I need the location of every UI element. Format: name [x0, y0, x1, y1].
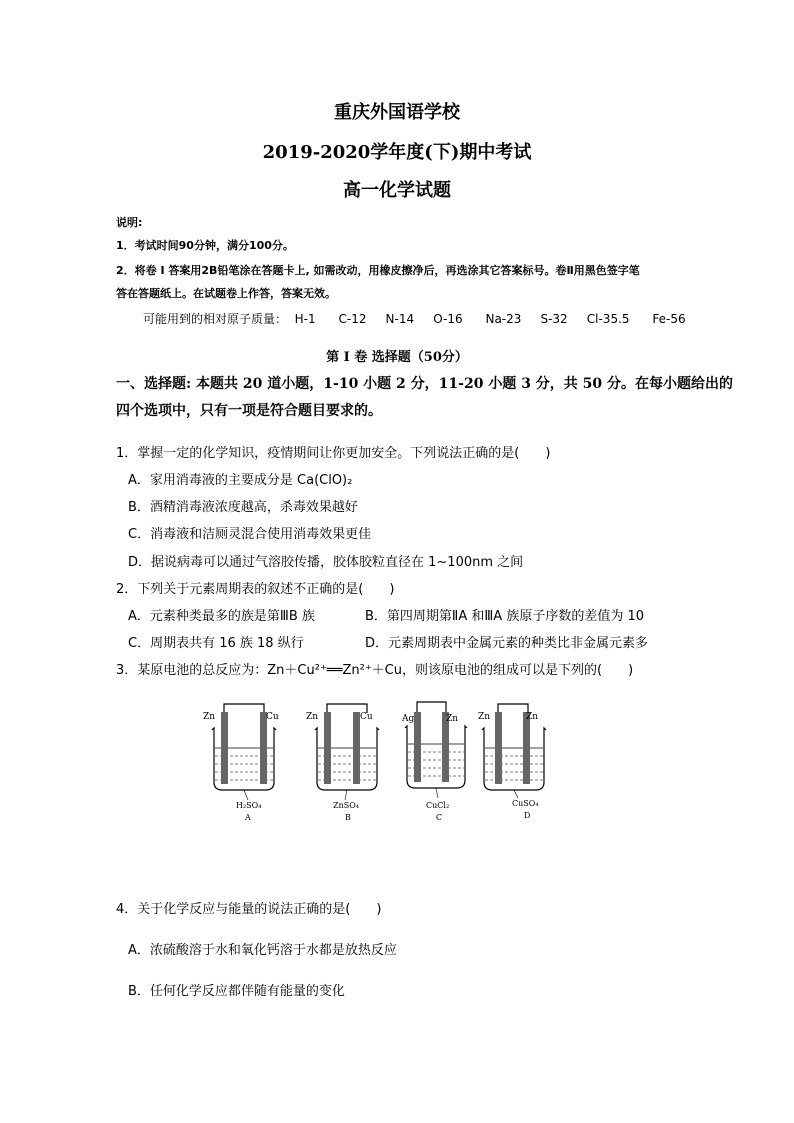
cell-b-label: B	[345, 813, 351, 822]
question-3-stem: 3．某原电池的总反应为：Zn＋Cu²⁺══Zn²⁺＋Cu，则该原电池的组成可以是下列的( )	[116, 663, 634, 678]
section-instruction-1: 一、选择题: 本题共 20 道小题，1-10 小题 2 分，11-20 小题 3 分，共 50 分。在每小题给出的	[116, 376, 734, 392]
q1-option-b: B．酒精消毒液浓度越高，杀毒效果越好	[128, 500, 358, 515]
atomic-masses: 可能用到的相对原子质量： H-1 C-12 N-14 O-16 Na-23 S-32 Cl-35.5 Fe-56	[143, 312, 686, 326]
cell-b-solution: ZnSO₄	[333, 801, 359, 810]
q2-option-a: A．元素种类最多的族是第ⅢB 族	[128, 609, 315, 624]
cell-d-label: D	[524, 811, 531, 820]
cell-b	[306, 704, 379, 822]
q1-option-d: D．据说病毒可以通过气溶胶传播，胶体胶粒直径在 1~100nm 之间	[128, 555, 524, 570]
cell-a-solution: H₂SO₄	[236, 801, 262, 810]
q2-option-b: B．第四周期第ⅡA 和ⅢA 族原子序数的差值为 10	[365, 609, 645, 624]
q4-option-b: B．任何化学反应都伴随有能量的变化	[128, 984, 345, 999]
cell-b-left-electrode: Zn	[306, 712, 319, 722]
section-instruction-2: 四个选项中，只有一项是符合题目要求的。	[116, 403, 382, 419]
term-title: 2019-2020学年度(下)期中考试	[262, 142, 532, 163]
cell-d-solution: CuSO₄	[512, 799, 539, 808]
notes-label: 说明:	[116, 216, 143, 229]
note-line-1: 1．考试时间90分钟，满分100分。	[116, 239, 294, 252]
question-4-stem: 4．关于化学反应与能量的说法正确的是( )	[116, 902, 382, 917]
cell-a-left-electrode: Zn	[203, 712, 216, 722]
cell-c	[401, 702, 467, 822]
section-title: 第 I 卷 选择题（50分）	[326, 350, 468, 365]
subject-title: 高一化学试题	[343, 180, 451, 201]
cell-b-right-electrode: Cu	[360, 712, 373, 722]
school-title: 重庆外国语学校	[334, 102, 460, 123]
cell-a-right-electrode: Cu	[266, 712, 279, 722]
cell-d-right-electrode: Zn	[526, 712, 539, 722]
cell-c-left-electrode: Ag	[402, 714, 415, 724]
q2-option-d: D．元素周期表中金属元素的种类比非金属元素多	[365, 636, 649, 651]
question-2-stem: 2．下列关于元素周期表的叙述不正确的是( )	[116, 582, 395, 597]
cell-d-left-electrode: Zn	[478, 712, 491, 722]
q2-option-c: C．周期表共有 16 族 18 纵行	[128, 636, 304, 651]
question-1-stem: 1．掌握一定的化学知识，疫情期间让你更加安全。下列说法正确的是( )	[116, 446, 551, 461]
cell-c-right-electrode: Zn	[446, 714, 459, 724]
note-line-2a: 2．将卷 I 答案用2B铅笔涂在答题卡上, 如需改动，用橡皮擦净后，再选涂其它答案标号。卷Ⅱ用黑色签字笔	[116, 264, 640, 277]
cell-a-label: A	[245, 813, 251, 822]
q4-option-a: A．浓硫酸溶于水和氧化钙溶于水都是放热反应	[128, 943, 397, 958]
q1-option-a: A．家用消毒液的主要成分是 Ca(ClO)₂	[128, 473, 353, 488]
cell-c-label: C	[436, 813, 443, 822]
q1-option-c: C．消毒液和洁厕灵混合使用消毒效果更佳	[128, 527, 372, 542]
cell-a	[203, 704, 279, 822]
cell-d	[478, 704, 546, 820]
cell-c-solution: CuCl₂	[426, 801, 450, 810]
galvanic-cells-figure	[200, 700, 560, 830]
note-line-2b: 答在答题纸上。在试题卷上作答，答案无效。	[116, 287, 336, 300]
